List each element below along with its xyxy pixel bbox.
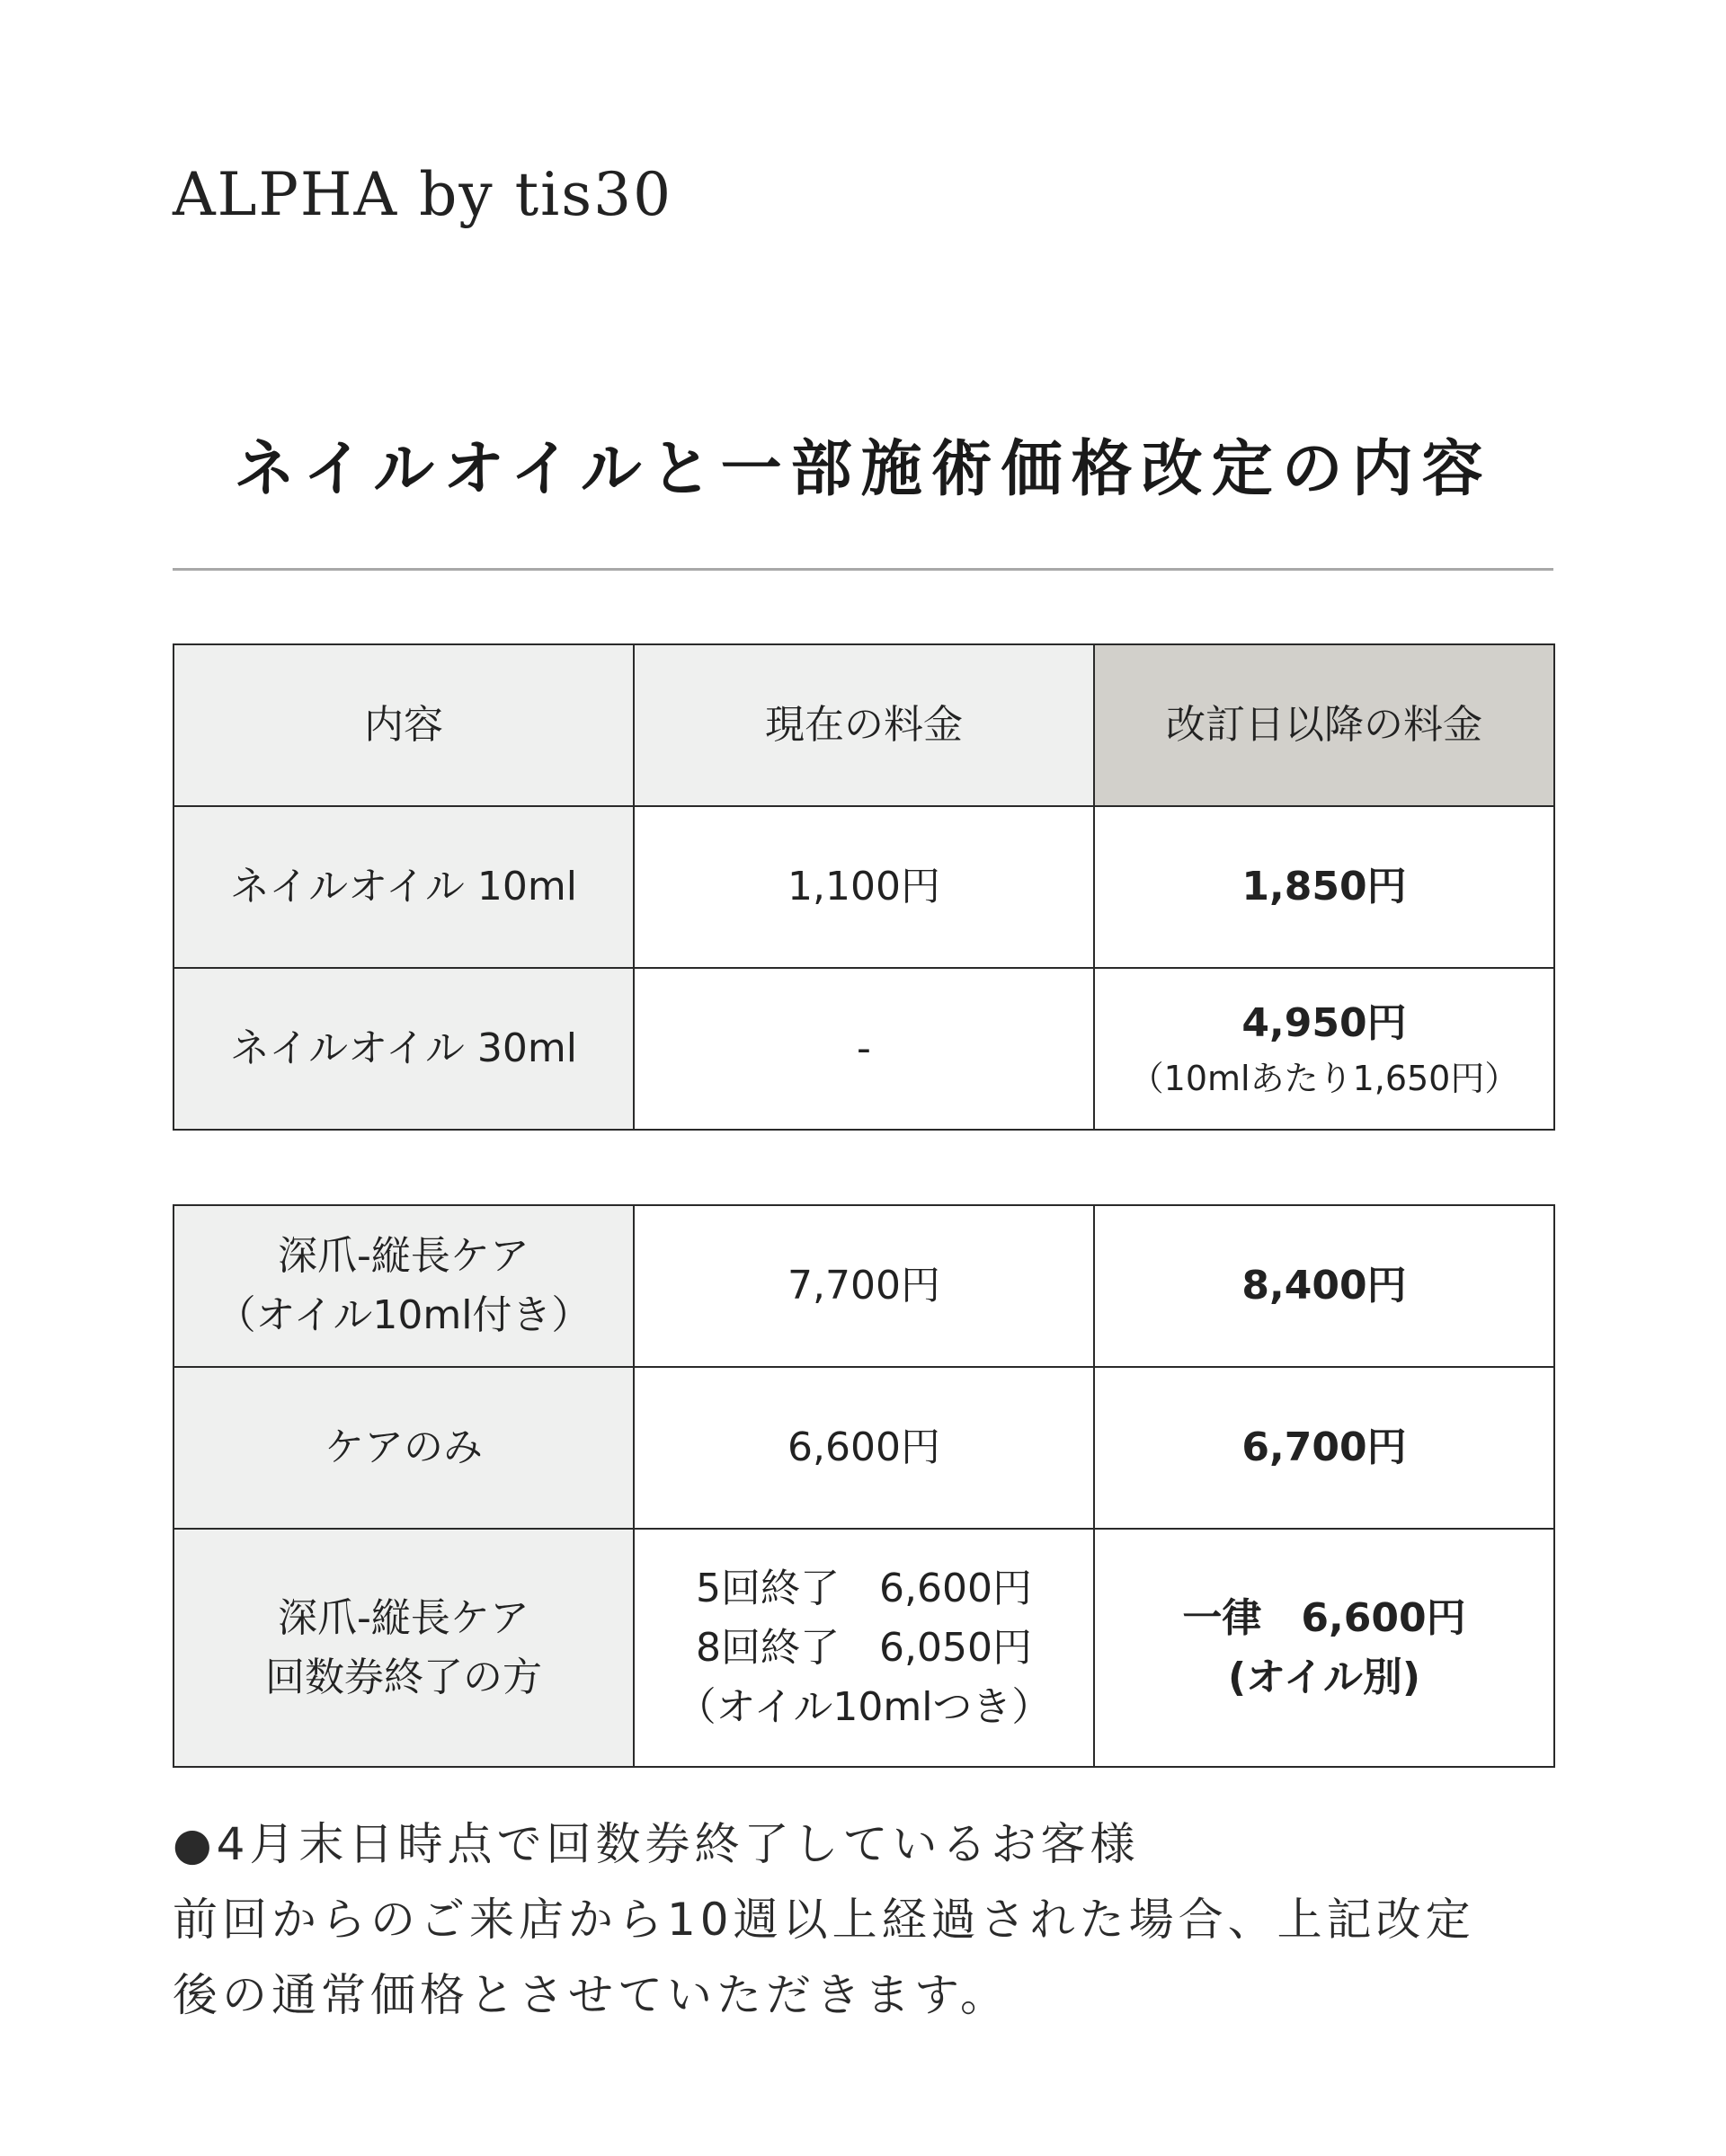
new-price-cell <box>1094 968 1554 1130</box>
item-cell: ネイルオイル 30ml <box>173 968 634 1130</box>
footnote-line: 前回からのご来店から10週以上経過された場合、上記改定 <box>173 1894 1475 1946</box>
new-price-line: 8,400円 <box>1241 1263 1407 1309</box>
new-price-cell <box>1094 1205 1554 1367</box>
header-item: 内容 <box>173 644 634 806</box>
current-price-line: 6,600円 <box>787 1424 940 1470</box>
new-price-line: (オイル別) <box>1227 1654 1421 1700</box>
item-cell <box>173 1367 634 1529</box>
header-new-price: 改訂日以降の料金 <box>1094 644 1554 806</box>
new-price-line: 一律 6,600円 <box>1182 1594 1466 1641</box>
table-row <box>173 806 1554 968</box>
current-price-cell <box>634 1205 1094 1367</box>
current-price-line: （オイル10mlつき） <box>676 1683 1052 1730</box>
item-line: （オイル10ml付き） <box>216 1292 592 1338</box>
item-line: 回数券終了の方 <box>265 1654 542 1700</box>
table-row <box>173 1205 1554 1367</box>
current-price-line: 7,700円 <box>787 1263 940 1309</box>
current-price-line: 8回終了 6,050円 <box>696 1624 1032 1671</box>
current-price-line: 5回終了 6,600円 <box>696 1565 1032 1611</box>
table-row <box>173 1529 1554 1767</box>
new-price-line: 6,700円 <box>1241 1424 1407 1470</box>
price-table-care <box>173 1204 1555 1768</box>
table-header-row <box>173 644 1554 806</box>
new-price-value: 4,950円 <box>1241 1000 1407 1046</box>
new-price-cell <box>1094 1367 1554 1529</box>
current-price-cell: - <box>634 968 1094 1130</box>
current-price-cell <box>634 1529 1094 1767</box>
item-cell <box>173 1529 634 1767</box>
header-current-price: 現在の料金 <box>634 644 1094 806</box>
item-cell: ネイルオイル 10ml <box>173 806 634 968</box>
item-line: 深爪-縦長ケア <box>278 1233 529 1279</box>
item-line: ケアのみ <box>325 1424 483 1470</box>
current-price-cell <box>634 1367 1094 1529</box>
new-price-note: （10mlあたり1,650円） <box>1129 1059 1519 1098</box>
table-row <box>173 1367 1554 1529</box>
brand-logo: ALPHA by tis30 <box>173 160 673 229</box>
footnote-line: ●4月末日時点で回数券終了しているお客様 <box>173 1818 1140 1870</box>
footnote-line: 後の通常価格とさせていただきます。 <box>173 1969 1010 2021</box>
current-price-cell: 1,100円 <box>634 806 1094 968</box>
table-row <box>173 968 1554 1130</box>
new-price-cell: 1,850円 <box>1094 806 1554 968</box>
page-title: ネイルオイルと一部施術価格改定の内容 <box>234 434 1492 505</box>
price-table-oil <box>173 643 1555 1131</box>
item-line: 深爪-縦長ケア <box>278 1594 529 1641</box>
footnote <box>173 1806 1575 2033</box>
item-cell <box>173 1205 634 1367</box>
new-price-cell <box>1094 1529 1554 1767</box>
divider <box>173 568 1553 571</box>
